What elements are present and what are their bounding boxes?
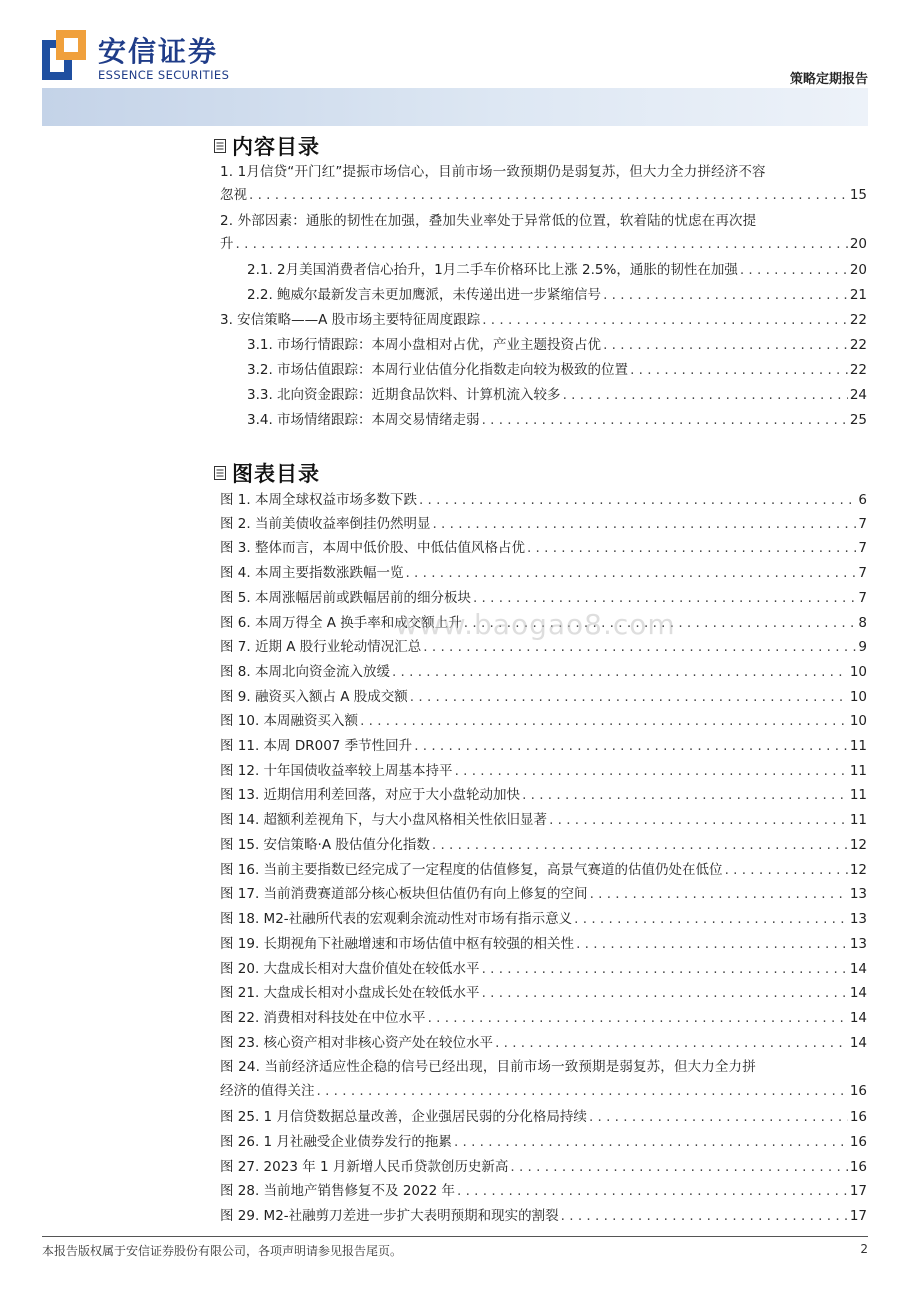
toc-item-2-1[interactable]: 2.1. 2月美国消费者信心抬升，1月二手车价格环比上涨 2.5%，通胀的韧性在加强 . . . 20 — [247, 259, 867, 282]
figure-item[interactable]: 图 12. 十年国债收益率较上周基本持平 . . . 11 — [220, 760, 867, 783]
figure-item[interactable]: 图 27. 2023 年 1 月新增人民币贷款创历史新高 . . . 16 — [220, 1156, 867, 1179]
figure-item-line1[interactable]: 图 24. 当前经济适应性企稳的信号已经出现，目前市场一致预期是弱复苏，但大力全力拼 — [220, 1059, 756, 1075]
figure-item[interactable]: 图 14. 超额利差视角下，与大小盘风格相关性依旧显著 . . . 11 — [220, 809, 867, 832]
header-band — [42, 88, 868, 126]
logo-text-cn: 安信证券 — [98, 35, 219, 68]
toc-item-2-2[interactable]: 2.2. 鲍威尔最新发言未更加鹰派，未传递出进一步紧缩信号 . . . 21 — [247, 284, 867, 307]
figures-title: 图表目录 — [232, 462, 320, 486]
figure-item[interactable]: 图 11. 本周 DR007 季节性回升 . . . 11 — [220, 735, 867, 758]
toc-item-3-2[interactable]: 3.2. 市场估值跟踪：本周行业估值分化指数走向较为极致的位置 . . . 22 — [247, 359, 867, 382]
figure-item[interactable]: 图 16. 当前主要指数已经完成了一定程度的估值修复，高景气赛道的估值仍处在低位 . . . 12 — [220, 859, 867, 882]
document-icon — [214, 466, 226, 480]
toc-item-3-1[interactable]: 3.1. 市场行情跟踪：本周小盘相对占优，产业主题投资占优 . . . 22 — [247, 334, 867, 357]
figure-item[interactable]: 图 28. 当前地产销售修复不及 2022 年 . . . 17 — [220, 1180, 867, 1203]
figure-item[interactable]: 图 23. 核心资产相对非核心资产处在较位水平 . . . 14 — [220, 1032, 867, 1055]
figure-item[interactable]: 图 29. M2-社融剪刀差进一步扩大表明预期和现实的割裂 . . . 17 — [220, 1205, 867, 1228]
figure-item[interactable]: 图 7. 近期 A 股行业轮动情况汇总 . . . 9 — [220, 636, 867, 659]
figure-item[interactable]: 图 4. 本周主要指数涨跌幅一览 . . . 7 — [220, 562, 867, 585]
toc-item-3-3[interactable]: 3.3. 北向资金跟踪：近期食品饮料、计算机流入较多 . . . 24 — [247, 384, 867, 407]
figure-item[interactable]: 图 13. 近期信用利差回落，对应于大小盘轮动加快 . . . 11 — [220, 784, 867, 807]
toc-item-2[interactable]: 升 . . . 20 — [220, 233, 867, 256]
footer-disclaimer: 本报告版权属于安信证券股份有限公司，各项声明请参见报告尾页。 — [42, 1244, 403, 1258]
figure-item[interactable]: 图 20. 大盘成长相对大盘价值处在较低水平 . . . 14 — [220, 958, 867, 981]
figure-item[interactable]: 图 2. 当前美债收益率倒挂仍然明显 . . . 7 — [220, 513, 867, 536]
report-type-label: 策略定期报告 — [789, 72, 868, 87]
figure-item[interactable]: 图 21. 大盘成长相对小盘成长处在较低水平 . . . 14 — [220, 982, 867, 1005]
page-number: 2 — [860, 1242, 868, 1256]
toc-item-3[interactable]: 3. 安信策略——A 股市场主要特征周度跟踪 . . . 22 — [220, 309, 867, 332]
document-icon — [214, 139, 226, 153]
figures-heading — [214, 458, 320, 488]
watermark: www.baogao8.com — [395, 608, 676, 641]
figure-item[interactable]: 经济的值得关注 . . . 16 — [220, 1080, 867, 1103]
toc-item-2-line1[interactable]: 2. 外部因素：通胀的韧性在加强，叠加失业率处于异常低的位置，软着陆的忧虑在再次提 — [220, 213, 757, 229]
figure-item[interactable]: 图 5. 本周涨幅居前或跌幅居前的细分板块 . . . 7 — [220, 587, 867, 610]
figure-item[interactable]: 图 25. 1 月信贷数据总量改善，企业强居民弱的分化格局持续 . . . 16 — [220, 1106, 867, 1129]
logo-text-en: ESSENCE SECURITIES — [98, 68, 230, 82]
figure-item[interactable]: 图 15. 安信策略·A 股估值分化指数 . . . 12 — [220, 834, 867, 857]
figure-item[interactable]: 图 18. M2-社融所代表的宏观剩余流动性对市场有指示意义 . . . 13 — [220, 908, 867, 931]
figure-item[interactable]: 图 22. 消费相对科技处在中位水平 . . . 14 — [220, 1007, 867, 1030]
figure-item[interactable]: 图 10. 本周融资买入额 . . . 10 — [220, 710, 867, 733]
logo-mark-icon — [42, 30, 86, 80]
company-logo — [42, 26, 242, 86]
figure-item[interactable]: 图 9. 融资买入额占 A 股成交额 . . . 10 — [220, 686, 867, 709]
figure-item[interactable]: 图 1. 本周全球权益市场多数下跌 . . . 6 — [220, 489, 867, 512]
contents-title: 内容目录 — [232, 135, 320, 159]
toc-item-3-4[interactable]: 3.4. 市场情绪跟踪：本周交易情绪走弱 . . . 25 — [247, 409, 867, 432]
figure-item[interactable]: 图 3. 整体而言，本周中低价股、中低估值风格占优 . . . 7 — [220, 537, 867, 560]
toc-item-1-line1[interactable]: 1. 1月信贷“开门红”提振市场信心，目前市场一致预期仍是弱复苏，但大力全力拼经济不容 — [220, 164, 766, 180]
contents-heading — [214, 131, 320, 161]
figure-item[interactable]: 图 26. 1 月社融受企业债券发行的拖累 . . . 16 — [220, 1131, 867, 1154]
toc-item-1[interactable]: 忽视 . . . 15 — [220, 184, 867, 207]
figure-item[interactable]: 图 17. 当前消费赛道部分核心板块但估值仍有向上修复的空间 . . . 13 — [220, 883, 867, 906]
figure-item[interactable]: 图 19. 长期视角下社融增速和市场估值中枢有较强的相关性 . . . 13 — [220, 933, 867, 956]
figure-item[interactable]: 图 6. 本周万得全 A 换手率和成交额上升 . . . 8 — [220, 612, 867, 635]
figure-item[interactable]: 图 8. 本周北向资金流入放缓 . . . 10 — [220, 661, 867, 684]
footer-divider — [42, 1236, 868, 1237]
